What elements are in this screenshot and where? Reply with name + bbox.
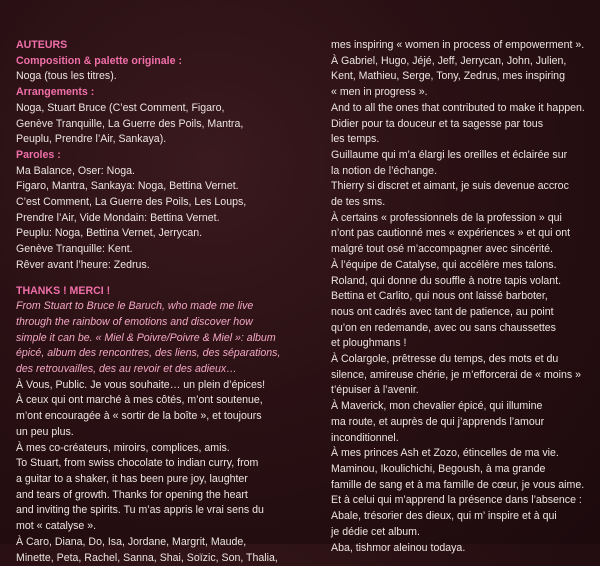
text-line: a guitar to a shaker, it has been pure joy, laughter (16, 472, 306, 488)
text-line: m’ont encouragée à « sortir de la boîte », et toujours (16, 409, 306, 425)
text-line: Aba, tishmor aleinou todaya. (331, 541, 593, 557)
text-line: Peuplu, Prendre l’Air, Sankaya). (16, 132, 306, 148)
text-line: Bettina et Carlito, qui nous ont laissé barboter, (331, 289, 593, 305)
text-line: Kent, Mathieu, Serge, Tony, Zedrus, mes inspiring (331, 69, 593, 85)
text-line: Et à celui qui m’apprend la présence dans l’absence : (331, 493, 593, 509)
paroles-heading: Paroles : (16, 148, 306, 164)
text-line: mes inspiring « women in process of empowerment ». (331, 38, 593, 54)
text-line: Maminou, Ikoulichichi, Begoush, à ma grande (331, 462, 593, 478)
text-line: t’épuiser à l’avenir. (331, 383, 593, 399)
text-line: qu’on en redemande, avec ou sans chaussettes (331, 321, 593, 337)
auteurs-heading: AUTEURS (16, 38, 306, 54)
text-line: À mes princes Ash et Zozo, étincelles de ma vie. (331, 446, 593, 462)
paroles-text (16, 164, 306, 274)
text-line: Rêver avant l’heure: Zedrus. (16, 258, 306, 274)
text-line: famille de sang et à ma famille de cœur, je vous aime. (331, 478, 593, 494)
text-line: Figaro, Mantra, Sankaya: Noga, Bettina Vernet. (16, 179, 306, 195)
text-line: malgré tout osé m’accompagner avec sincérité. (331, 242, 593, 258)
text-line: À Colargole, prêtresse du temps, des mots et du (331, 352, 593, 368)
text-line: Genève Tranquille, La Guerre des Poils, Mantra, (16, 117, 306, 133)
text-line: Didier pour ta douceur et ta sagesse par tous (331, 117, 593, 133)
arrangements-heading: Arrangements : (16, 85, 306, 101)
text-line: et ploughmans ! (331, 336, 593, 352)
text-line: Genève Tranquille: Kent. (16, 242, 306, 258)
text-line: through the rainbow of emotions and discover how (16, 315, 306, 331)
text-line: From Stuart to Bruce le Baruch, who made me live (16, 299, 306, 315)
text-line: À l’équipe de Catalyse, qui accélère mes talons. (331, 258, 593, 274)
text-line: épicé, album des rencontres, des liens, des séparations, (16, 346, 306, 362)
text-line: À mes co-créateurs, miroirs, complices, amis. (16, 441, 306, 457)
text-line: À certains « professionnels de la profession » qui (331, 211, 593, 227)
text-line: inconditionnel. (331, 431, 593, 447)
text-line: je dédie cet album. (331, 525, 593, 541)
text-line: ma route, et auprès de qui j’apprends l’amour (331, 415, 593, 431)
text-line: Prendre l’Air, Vide Mondain: Bettina Vernet. (16, 211, 306, 227)
text-line: À Gabriel, Hugo, Jéjé, Jeff, Jerrycan, John, Julien, (331, 54, 593, 70)
thanks-italic-text (16, 299, 306, 378)
text-line: la notion de l’échange. (331, 164, 593, 180)
text-line: de tes sms. (331, 195, 593, 211)
composition-text: Noga (tous les titres). (16, 69, 306, 85)
text-line: les temps. (331, 132, 593, 148)
text-line: n’ont pas cautionné mes « expériences » et qui ont (331, 226, 593, 242)
text-line: Minette, Peta, Rachel, Sanna, Shai, Soïzic, Son, Thalia, (16, 551, 306, 566)
text-line: C’est Comment, La Guerre des Poils, Les Loups, (16, 195, 306, 211)
text-line: À Vous, Public. Je vous souhaite… un plein d’épices! (16, 378, 306, 394)
text-line: Abale, trésorier des dieux, qui m’ inspire et à qui (331, 509, 593, 525)
text-line: « men in progress ». (331, 85, 593, 101)
text-line: silence, amireuse chérie, je m’efforcerai de « moins » (331, 368, 593, 384)
text-line: Roland, qui donne du souffle à notre tapis volant. (331, 274, 593, 290)
text-line: To Stuart, from swiss chocolate to indian curry, from (16, 456, 306, 472)
thanks-body-text (16, 378, 306, 566)
arrangements-text (16, 101, 306, 148)
text-line: À Caro, Diana, Do, Isa, Jordane, Margrit, Maude, (16, 535, 306, 551)
text-line: nous ont cadrés avec tant de patience, au point (331, 305, 593, 321)
text-line: Noga, Stuart Bruce (C’est Comment, Figaro, (16, 101, 306, 117)
text-line: À Maverick, mon chevalier épicé, qui illumine (331, 399, 593, 415)
text-line: Thierry si discret et aimant, je suis devenue accroc (331, 179, 593, 195)
text-line: and tears of growth. Thanks for opening the heart (16, 488, 306, 504)
text-line: and inviting the spirits. Tu m’as appris le vrai sens du (16, 503, 306, 519)
text-line: Ma Balance, Oser: Noga. (16, 164, 306, 180)
right-column (331, 38, 593, 556)
text-line: À ceux qui ont marché à mes côtés, m’ont soutenue, (16, 393, 306, 409)
text-line: And to all the ones that contributed to make it happen. (331, 101, 593, 117)
text-line: des retrouvailles, des au revoir et des adieux… (16, 362, 306, 378)
composition-heading: Composition & palette originale : (16, 54, 306, 70)
text-line: simple it can be. « Miel & Poivre/Poivre & Miel »: album (16, 331, 306, 347)
text-line: mot « catalyse ». (16, 519, 306, 535)
thanks-heading: THANKS ! MERCI ! (16, 284, 306, 300)
left-column (16, 38, 306, 566)
text-line: Peuplu: Noga, Bettina Vernet, Jerrycan. (16, 226, 306, 242)
text-line: un peu plus. (16, 425, 306, 441)
text-line: Guillaume qui m’a élargi les oreilles et éclairée sur (331, 148, 593, 164)
